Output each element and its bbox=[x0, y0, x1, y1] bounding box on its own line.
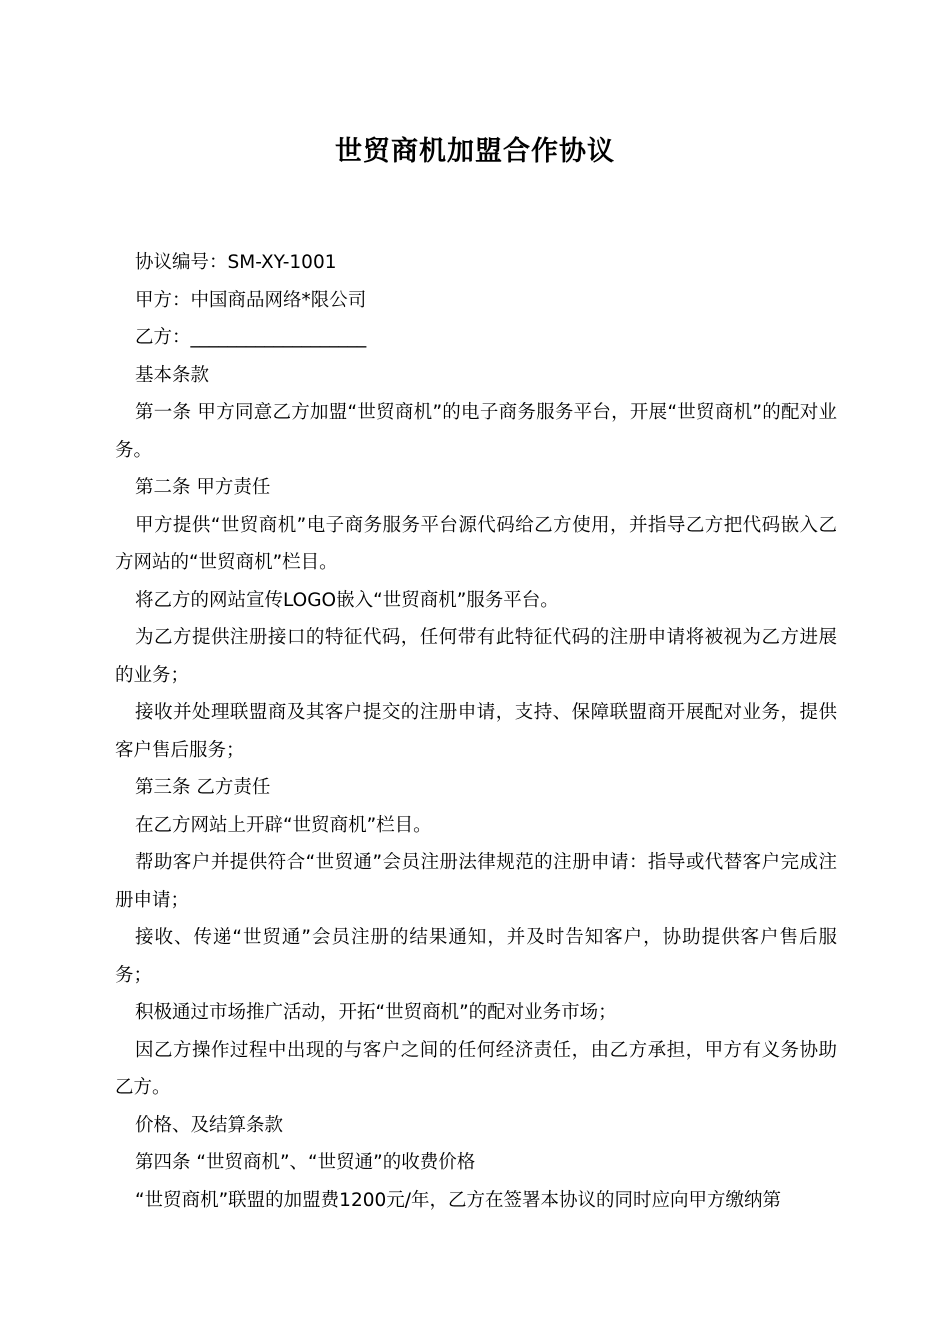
article-3-item-5: 因乙方操作过程中出现的与客户之间的任何经济责任，由乙方承担，甲方有义务协助乙方。 bbox=[115, 1039, 837, 1098]
article-2-item-3: 为乙方提供注册接口的特征代码，任何带有此特征代码的注册申请将被视为乙方进展的业务； bbox=[115, 627, 837, 686]
article-3-item-1: 在乙方网站上开辟“世贸商机”栏目。 bbox=[135, 814, 432, 836]
article-2-item-2: 将乙方的网站宣传LOGO嵌入“世贸商机”服务平台。 bbox=[135, 589, 559, 611]
article-3-heading: 第三条 乙方责任 bbox=[135, 777, 271, 798]
article-2-heading: 第二条 甲方责任 bbox=[135, 477, 271, 498]
article-1: 第一条 甲方同意乙方加盟“世贸商机”的电子商务服务平台，开展“世贸商机”的配对业务。 bbox=[115, 402, 837, 461]
article-3-item-3: 接收、传递“世贸通”会员注册的结果通知，并及时告知客户，协助提供客户售后服务； bbox=[115, 927, 837, 986]
agreement-number: 协议编号：SM-XY-1001 bbox=[135, 252, 337, 273]
section-heading-basic-terms: 基本条款 bbox=[135, 364, 210, 386]
document-title: 世贸商机加盟合作协议 bbox=[335, 136, 615, 167]
article-4-item-1: “世贸商机”联盟的加盟费1200元/年，乙方在签署本协议的同时应向甲方缴纳第 bbox=[135, 1189, 781, 1211]
party-a: 甲方：中国商品网络*限公司 bbox=[135, 289, 367, 311]
article-2-item-1: 甲方提供“世贸商机”电子商务服务平台源代码给乙方使用，并指导乙方把代码嵌入乙方网站的“世贸商机”栏目。 bbox=[115, 514, 837, 573]
document-body bbox=[115, 244, 837, 1219]
party-b: 乙方：___________________ bbox=[135, 327, 367, 348]
article-3-item-4: 积极通过市场推广活动，开拓“世贸商机”的配对业务市场； bbox=[135, 1002, 617, 1023]
article-3-item-2: 帮助客户并提供符合“世贸通”会员注册法律规范的注册申请：指导或代替客户完成注册申请； bbox=[115, 852, 837, 911]
article-2-item-4: 接收并处理联盟商及其客户提交的注册申请，支持、保障联盟商开展配对业务，提供客户售后服务； bbox=[115, 702, 837, 761]
section-heading-pricing: 价格、及结算条款 bbox=[135, 1114, 284, 1136]
article-4-heading: 第四条 “世贸商机”、“世贸通”的收费价格 bbox=[135, 1152, 476, 1173]
